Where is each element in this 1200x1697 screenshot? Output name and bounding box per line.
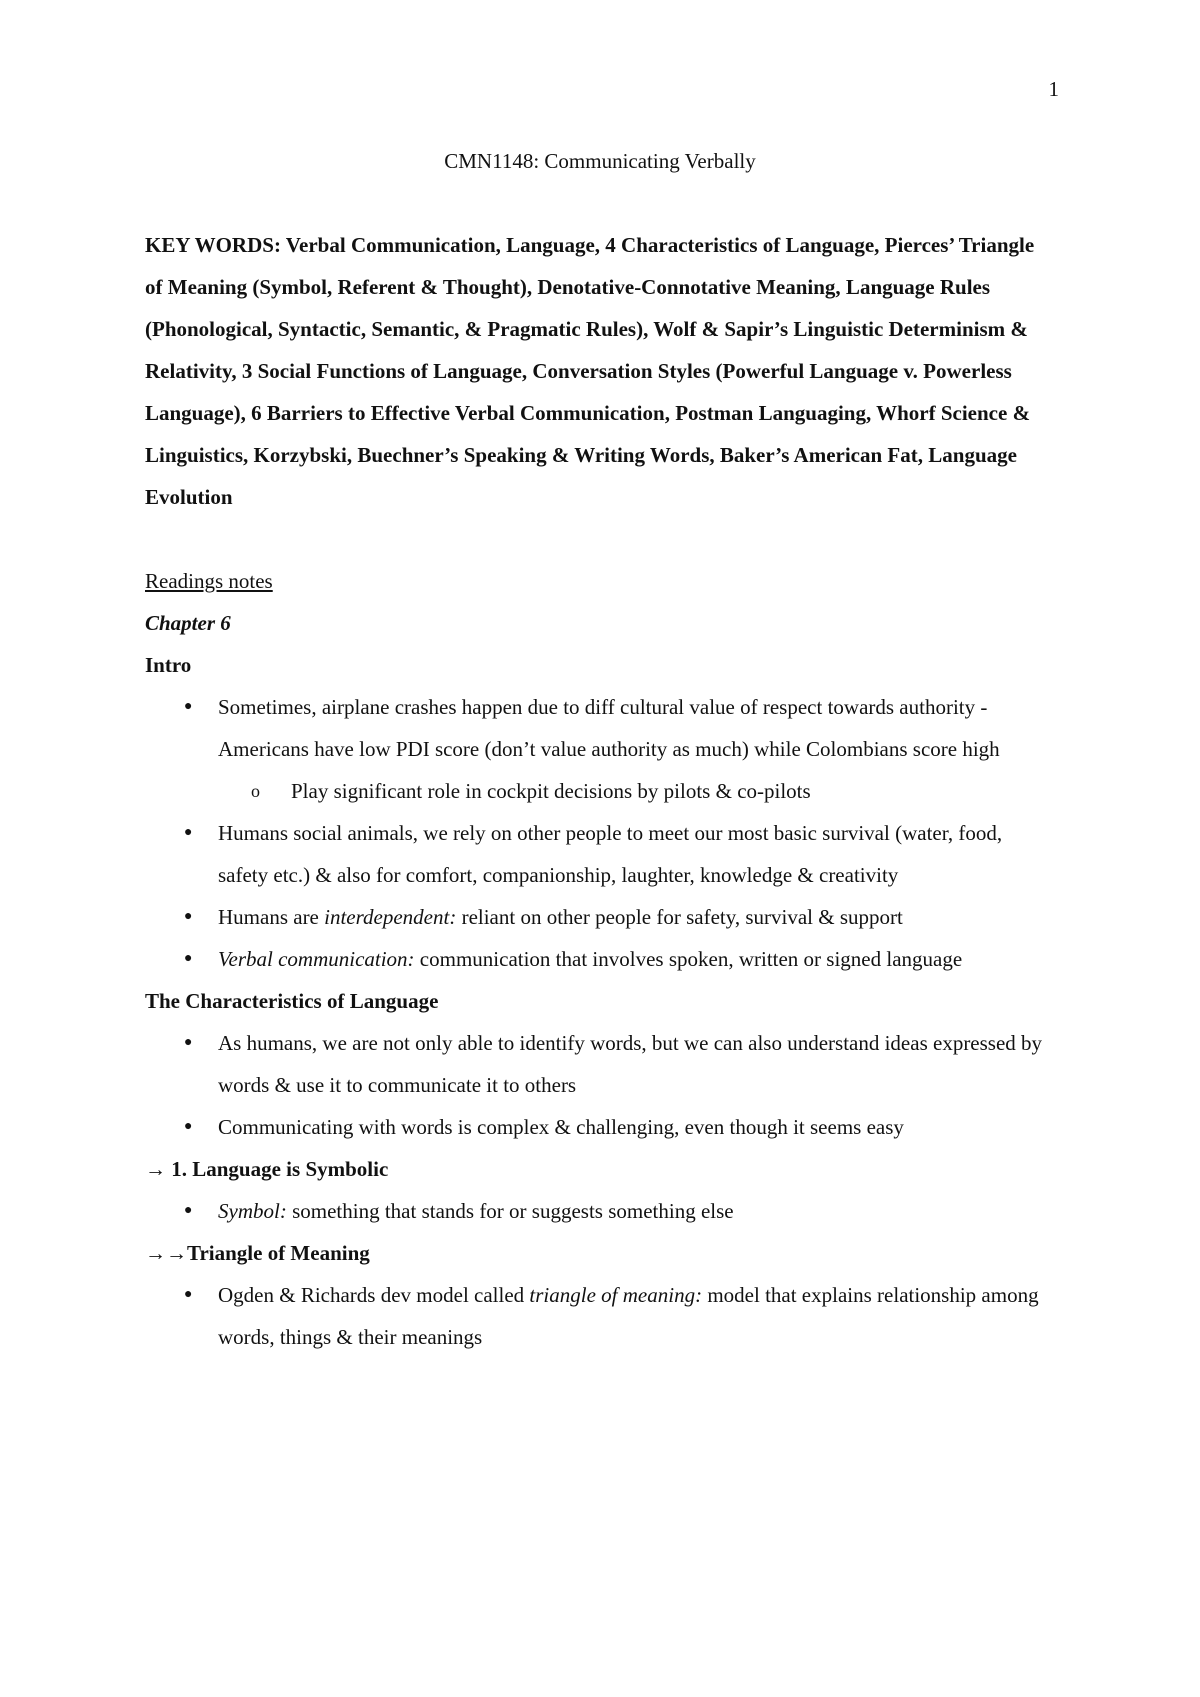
bullet-text: Humans social animals, we rely on other people to meet our most basic survival (water, food, safety etc.) & also for comfort, companionship, laughter, knowledge & creativity bbox=[218, 821, 1003, 887]
intro-bullet-list bbox=[145, 686, 1055, 980]
chapter-heading: Chapter 6 bbox=[145, 611, 231, 635]
bullet-text-post: model that explains relationship among words, things & their meanings bbox=[218, 1283, 1039, 1349]
list-item bbox=[145, 938, 1055, 980]
bullet-text: Sometimes, airplane crashes happen due to diff cultural value of respect towards authority - Americans have low PDI score (don’t value authority as much) while Colombians score high bbox=[218, 695, 1000, 761]
bullet-text-post: something that stands for or suggests something else bbox=[286, 1199, 734, 1223]
symbolic-bullet-list bbox=[145, 1190, 1055, 1232]
sub-bullet-icon: o bbox=[251, 781, 260, 801]
bullet-icon: ● bbox=[184, 909, 193, 924]
characteristics-bullet-list bbox=[145, 1022, 1055, 1148]
bullet-text: Communicating with words is complex & challenging, even though it seems easy bbox=[218, 1115, 904, 1139]
bullet-text-pre: Humans are bbox=[218, 905, 325, 929]
list-item bbox=[145, 896, 1055, 938]
term-verbal-communication: Verbal communication: bbox=[218, 947, 415, 971]
bullet-icon: ● bbox=[184, 1203, 193, 1218]
bullet-text-pre: Ogden & Richards dev model called bbox=[218, 1283, 530, 1307]
bullet-text-post: communication that involves spoken, written or signed language bbox=[414, 947, 963, 971]
bullet-text: As humans, we are not only able to identify words, but we can also understand ideas expressed by words & use it to communicate it to others bbox=[218, 1031, 1043, 1097]
bullet-icon: ● bbox=[184, 699, 193, 714]
bullet-icon: ● bbox=[184, 1287, 193, 1302]
intro-sub-list bbox=[218, 770, 1055, 812]
term-symbol: Symbol: bbox=[218, 1199, 287, 1223]
list-item bbox=[145, 812, 1055, 896]
keywords-paragraph: KEY WORDS: Verbal Communication, Language, 4 Characteristics of Language, Pierces’ Triangle of Meaning (Symbol, Referent & Thought), Denotative-Connotative Meaning, Language Rules (Phonological, Syntactic, Semantic, & Pragmatic Rules), Wolf & Sapir’s Linguistic Determinism & Relativity, 3 Social Functions of Language, Conversation Styles (Powerful Language v. Powerless Language), 6 Barriers to Effective Verbal Communication, Postman Languaging, Whorf Science & Linguistics, Korzybski, Buechner’s Speaking & Writing Words, Baker’s American Fat, Language Evolution bbox=[145, 233, 1035, 509]
section-heading-triangle: →→Triangle of Meaning bbox=[145, 1241, 370, 1265]
bullet-icon: ● bbox=[184, 1119, 193, 1134]
list-item bbox=[145, 1190, 1055, 1232]
list-item bbox=[145, 1022, 1055, 1106]
bullet-icon: ● bbox=[184, 825, 193, 840]
sub-list-item bbox=[218, 770, 1055, 812]
page-number: 1 bbox=[1048, 77, 1059, 101]
bullet-icon: ● bbox=[184, 951, 193, 966]
triangle-bullet-list bbox=[145, 1274, 1055, 1358]
bullet-icon: ● bbox=[184, 1035, 193, 1050]
list-item bbox=[145, 686, 1055, 812]
term-triangle-of-meaning: triangle of meaning: bbox=[529, 1283, 703, 1307]
term-interdependent: interdependent: bbox=[324, 905, 457, 929]
document-title: CMN1148: Communicating Verbally bbox=[444, 149, 756, 173]
readings-notes-heading: Readings notes bbox=[145, 569, 273, 593]
page-content bbox=[145, 140, 1055, 1358]
list-item bbox=[145, 1106, 1055, 1148]
list-item bbox=[145, 1274, 1055, 1358]
sub-bullet-text: Play significant role in cockpit decisions by pilots & co-pilots bbox=[291, 779, 811, 803]
bullet-text-post: reliant on other people for safety, survival & support bbox=[456, 905, 903, 929]
section-heading-symbolic: → 1. Language is Symbolic bbox=[145, 1157, 389, 1181]
section-heading-characteristics: The Characteristics of Language bbox=[145, 989, 439, 1013]
section-heading-intro: Intro bbox=[145, 653, 192, 677]
